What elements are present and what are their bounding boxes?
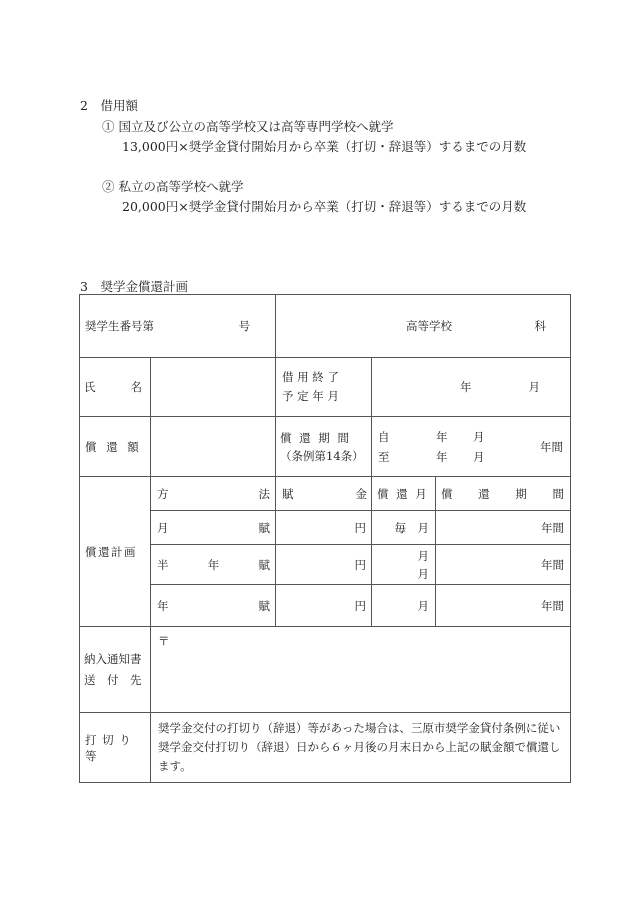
- method-char: 賦: [258, 557, 270, 572]
- repay-plan-label-cell: [85, 477, 145, 626]
- student-number-cell[interactable]: [85, 295, 270, 357]
- installment-char: 金: [355, 486, 367, 501]
- plan-row-annual-period[interactable]: [436, 585, 570, 626]
- notice-label-cell: [84, 627, 146, 712]
- termination-text-line: 奨学金交付打切り（辞退）日から６ヶ月後の月末日から上記の賦金額で償還し: [158, 740, 561, 754]
- method-char: 法: [258, 486, 270, 501]
- method-char: 賦: [258, 520, 270, 535]
- loan-end-month-label: 月: [528, 380, 540, 394]
- name-input-cell[interactable]: [151, 358, 275, 416]
- method-char: 月: [157, 520, 169, 535]
- years-unit: 年間: [541, 520, 564, 535]
- method-char: 賦: [258, 598, 270, 613]
- course-label: 科: [534, 319, 546, 333]
- month-text: 月: [417, 598, 429, 613]
- notice-address-input[interactable]: [151, 627, 570, 712]
- school-course-cell[interactable]: [276, 295, 570, 357]
- plan-row-annual-amount[interactable]: [276, 585, 371, 626]
- notice-label-1: 納入通知書: [84, 651, 142, 666]
- termination-label: 打 切 り 等: [85, 732, 132, 763]
- years-unit: 年間: [541, 557, 564, 572]
- period-char: 還: [478, 486, 490, 501]
- plan-row-semiannual-method: [157, 545, 270, 584]
- to-year-label: 年: [436, 450, 448, 464]
- student-number-label: 奨学生番号第: [85, 319, 154, 333]
- month-text: 毎 月: [394, 520, 429, 535]
- plan-row-semiannual-amount[interactable]: [276, 545, 371, 584]
- item-1-title: ① 国立及び公立の高等学校又は高等専門学校へ就学: [102, 119, 394, 134]
- repay-period-label-2: （条例第14条）: [280, 448, 364, 463]
- yen-unit: 円: [354, 557, 366, 572]
- plan-header-repay-period: [441, 477, 564, 510]
- plan-row-annual-method: [157, 585, 270, 626]
- period-char: 間: [552, 486, 564, 501]
- item-1-formula: 13,000円×奨学金貸付開始月から卒業（打切・辞退等）するまでの月数: [122, 139, 527, 154]
- method-char: 年: [157, 598, 169, 613]
- from-month-label: 月: [473, 430, 485, 444]
- name-label-cell: 氏 名: [84, 380, 142, 394]
- plan-row-monthly-amount[interactable]: [276, 511, 371, 544]
- from-label: 自: [378, 430, 390, 444]
- postal-mark-icon: 〒: [158, 634, 170, 648]
- period-char: 償: [441, 486, 453, 501]
- table-border-left: [79, 294, 80, 782]
- termination-text-line: ます。: [158, 759, 192, 773]
- loan-end-label-cell: [282, 358, 367, 416]
- plan-header-method: [157, 477, 270, 510]
- termination-label-cell: [85, 713, 147, 782]
- termination-text-cell: [158, 713, 570, 782]
- period-char: 期: [515, 486, 527, 501]
- from-year-label: 年: [436, 430, 448, 444]
- plan-row-semiannual-month[interactable]: [372, 545, 435, 584]
- method-char: 年: [207, 557, 220, 572]
- plan-row-annual-month[interactable]: [372, 585, 435, 626]
- years-label: 年間: [540, 440, 563, 454]
- repay-amount-label: 償 還 額: [85, 439, 142, 454]
- repay-period-input-cell[interactable]: [372, 417, 570, 476]
- to-label: 至: [378, 450, 390, 464]
- section-2-heading: 2 借用額: [80, 98, 138, 113]
- repay-period-label-cell: [280, 417, 370, 476]
- plan-header-repay-month: [377, 477, 433, 510]
- years-unit: 年間: [541, 598, 564, 613]
- yen-unit: 円: [354, 520, 366, 535]
- table-border-right: [570, 294, 571, 782]
- item-2-title: ② 私立の高等学校へ就学: [102, 179, 244, 194]
- method-char: 半: [157, 557, 169, 572]
- repay-amount-label-cell: [85, 417, 145, 476]
- plan-header-installment: [282, 477, 367, 510]
- section-3-heading: 3 奨学金償還計画: [80, 279, 188, 294]
- student-number-suffix: 号: [238, 319, 250, 333]
- to-month-label: 月: [473, 450, 485, 464]
- repay-plan-label: 償還計画: [85, 544, 137, 559]
- repay-amount-input-cell[interactable]: [151, 417, 275, 476]
- loan-end-date-cell[interactable]: [372, 358, 570, 416]
- table-border-bottom: [79, 782, 571, 783]
- loan-end-label-1: 借 用 終 了: [282, 370, 339, 384]
- item-2-formula: 20,000円×奨学金貸付開始月から卒業（打切・辞退等）するまでの月数: [122, 199, 527, 214]
- method-char: 方: [157, 486, 169, 501]
- plan-row-monthly-month[interactable]: [372, 511, 435, 544]
- notice-label-2: 送 付 先: [84, 672, 142, 687]
- repay-month-header: 償 還 月: [377, 486, 429, 501]
- loan-end-year-label: 年: [460, 380, 472, 394]
- loan-end-label-2: 予 定 年 月: [282, 389, 339, 403]
- month-text: 月 月: [417, 548, 429, 581]
- yen-unit: 円: [354, 598, 366, 613]
- school-label: 高等学校: [406, 319, 452, 333]
- installment-char: 賦: [282, 486, 294, 501]
- repay-period-label-1: 償 還 期 間: [280, 430, 351, 445]
- plan-row-monthly-period[interactable]: [436, 511, 570, 544]
- termination-text-line: 奨学金交付の打切り（辞退）等があった場合は、三原市奨学金貸付条例に従い: [158, 721, 561, 735]
- plan-row-monthly-method: [157, 511, 270, 544]
- plan-row-semiannual-period[interactable]: [436, 545, 570, 584]
